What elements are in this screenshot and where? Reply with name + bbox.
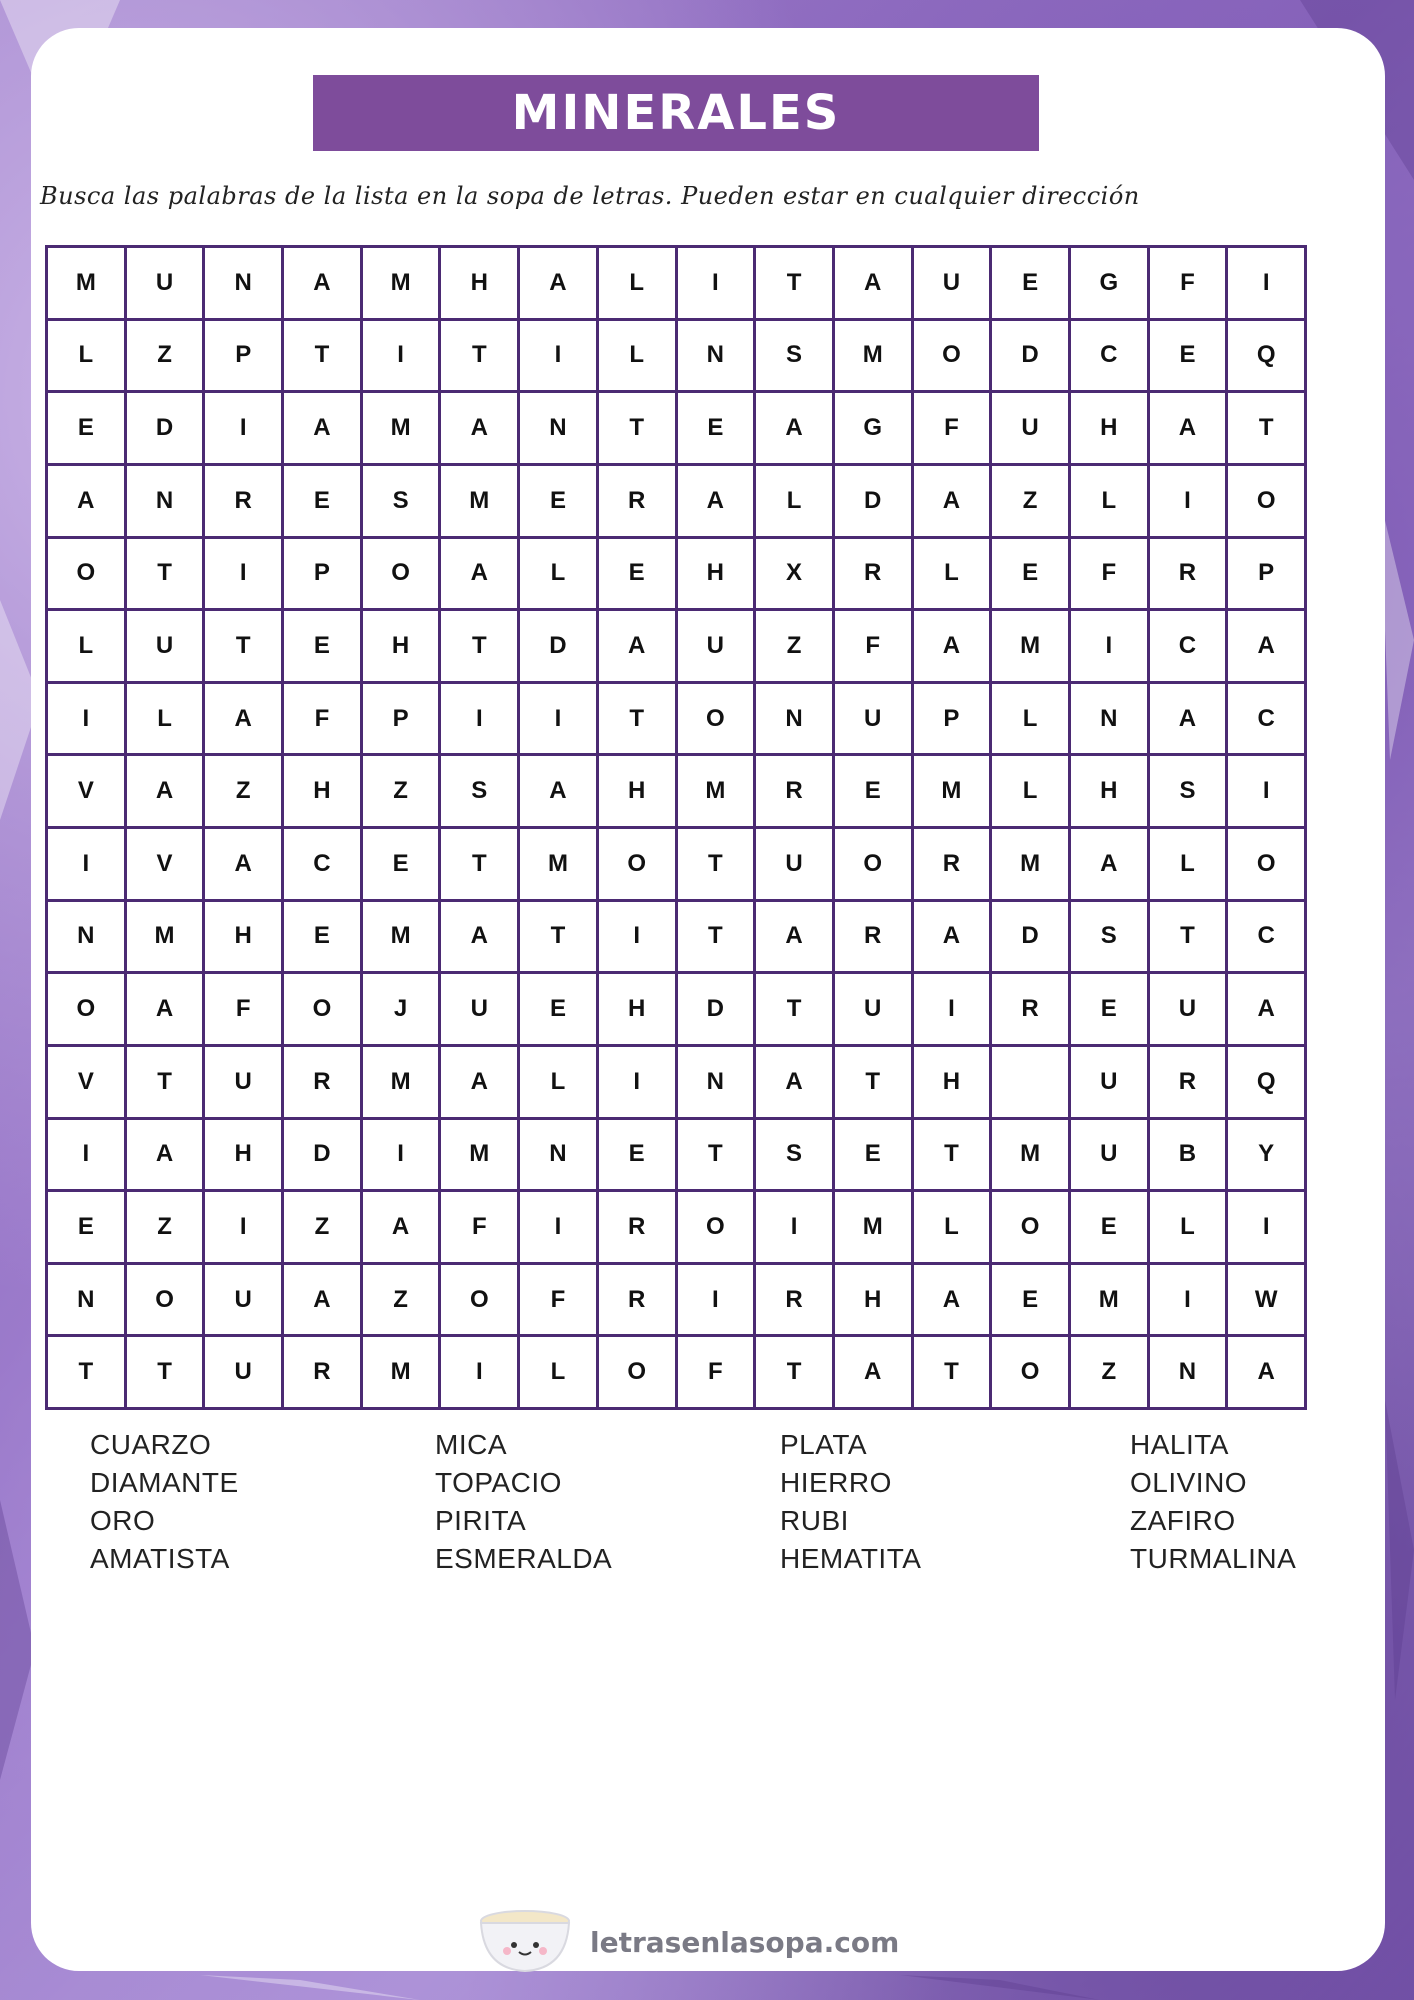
site-name[interactable]: letrasenlasopa.com: [590, 1925, 900, 1959]
grid-cell: T: [599, 684, 675, 754]
grid-cell: N: [520, 393, 596, 463]
grid-cell: N: [1071, 684, 1147, 754]
grid-cell: T: [441, 829, 517, 899]
grid-cell: O: [441, 1265, 517, 1335]
word-item: HALITA: [1130, 1429, 1229, 1460]
word-item: MICA: [435, 1429, 507, 1460]
grid-cell: F: [835, 611, 911, 681]
grid-cell: F: [1071, 539, 1147, 609]
grid-cell: I: [1228, 1192, 1304, 1262]
grid-cell: I: [599, 902, 675, 972]
grid-cell: M: [441, 466, 517, 536]
grid-cell: L: [992, 684, 1068, 754]
grid-cell: Z: [284, 1192, 360, 1262]
grid-cell: I: [363, 1120, 439, 1190]
grid-cell: G: [835, 393, 911, 463]
grid-cell: A: [835, 248, 911, 318]
grid-cell: T: [441, 321, 517, 391]
word-column-3: [780, 1426, 921, 1578]
grid-cell: D: [992, 902, 1068, 972]
grid-cell: A: [284, 1265, 360, 1335]
word-item: ZAFIRO: [1130, 1505, 1236, 1536]
grid-cell: C: [1150, 611, 1226, 681]
grid-cell: L: [599, 321, 675, 391]
grid-cell: I: [48, 829, 124, 899]
grid-cell: L: [48, 611, 124, 681]
grid-cell: O: [992, 1192, 1068, 1262]
grid-cell: [992, 1047, 1068, 1117]
grid-cell: I: [1228, 248, 1304, 318]
grid-cell: C: [1071, 321, 1147, 391]
grid-cell: N: [127, 466, 203, 536]
grid-cell: R: [599, 466, 675, 536]
instructions-text: Busca las palabras de la lista en la sopa de letras. Pueden estar en cualquier dirección: [40, 182, 1140, 210]
word-item: TURMALINA: [1130, 1543, 1297, 1574]
grid-cell: F: [205, 974, 281, 1044]
grid-cell: L: [1071, 466, 1147, 536]
grid-cell: A: [520, 248, 596, 318]
grid-cell: J: [363, 974, 439, 1044]
grid-cell: N: [678, 321, 754, 391]
grid-cell: E: [48, 1192, 124, 1262]
grid-cell: I: [363, 321, 439, 391]
grid-cell: X: [756, 539, 832, 609]
grid-cell: M: [363, 393, 439, 463]
grid-cell: O: [1228, 466, 1304, 536]
grid-cell: T: [48, 1337, 124, 1407]
grid-cell: A: [127, 974, 203, 1044]
grid-cell: T: [835, 1047, 911, 1117]
grid-cell: A: [48, 466, 124, 536]
grid-cell: D: [992, 321, 1068, 391]
grid-cell: Z: [363, 756, 439, 826]
grid-cell: E: [678, 393, 754, 463]
grid-cell: O: [1228, 829, 1304, 899]
grid-cell: M: [520, 829, 596, 899]
grid-cell: T: [756, 974, 832, 1044]
grid-cell: R: [284, 1337, 360, 1407]
grid-cell: Z: [992, 466, 1068, 536]
grid-cell: H: [284, 756, 360, 826]
grid-cell: E: [1071, 1192, 1147, 1262]
grid-cell: D: [520, 611, 596, 681]
grid-cell: F: [284, 684, 360, 754]
grid-cell: R: [835, 902, 911, 972]
grid-cell: T: [127, 1047, 203, 1117]
grid-cell: U: [205, 1047, 281, 1117]
grid-cell: S: [1071, 902, 1147, 972]
grid-cell: A: [835, 1337, 911, 1407]
grid-cell: E: [835, 1120, 911, 1190]
word-item: OLIVINO: [1130, 1467, 1248, 1498]
grid-cell: L: [756, 466, 832, 536]
grid-cell: A: [441, 1047, 517, 1117]
grid-cell: L: [992, 756, 1068, 826]
grid-cell: O: [835, 829, 911, 899]
grid-cell: N: [48, 902, 124, 972]
grid-cell: L: [127, 684, 203, 754]
grid-cell: L: [1150, 1192, 1226, 1262]
grid-cell: A: [599, 611, 675, 681]
grid-cell: A: [1150, 393, 1226, 463]
grid-cell: R: [1150, 1047, 1226, 1117]
grid-cell: I: [441, 1337, 517, 1407]
grid-cell: P: [914, 684, 990, 754]
grid-cell: D: [678, 974, 754, 1044]
grid-cell: C: [284, 829, 360, 899]
grid-cell: D: [835, 466, 911, 536]
grid-cell: I: [914, 974, 990, 1044]
grid-cell: T: [127, 1337, 203, 1407]
grid-cell: A: [1150, 684, 1226, 754]
grid-cell: Z: [756, 611, 832, 681]
grid-cell: R: [914, 829, 990, 899]
grid-cell: M: [363, 248, 439, 318]
grid-cell: E: [1071, 974, 1147, 1044]
grid-cell: H: [441, 248, 517, 318]
grid-cell: T: [599, 393, 675, 463]
grid-cell: M: [363, 1047, 439, 1117]
grid-cell: D: [127, 393, 203, 463]
grid-cell: Q: [1228, 321, 1304, 391]
grid-cell: A: [1228, 611, 1304, 681]
grid-cell: T: [678, 902, 754, 972]
grid-cell: P: [284, 539, 360, 609]
grid-cell: W: [1228, 1265, 1304, 1335]
grid-cell: T: [756, 248, 832, 318]
grid-cell: O: [678, 1192, 754, 1262]
grid-cell: Z: [127, 321, 203, 391]
grid-cell: E: [48, 393, 124, 463]
word-list: [60, 1426, 1340, 1586]
grid-cell: M: [363, 1337, 439, 1407]
grid-cell: E: [520, 466, 596, 536]
grid-cell: I: [205, 1192, 281, 1262]
grid-cell: U: [835, 974, 911, 1044]
grid-cell: A: [205, 684, 281, 754]
grid-cell: I: [1071, 611, 1147, 681]
grid-cell: T: [678, 829, 754, 899]
grid-cell: T: [1228, 393, 1304, 463]
grid-cell: M: [48, 248, 124, 318]
grid-cell: N: [48, 1265, 124, 1335]
grid-cell: I: [441, 684, 517, 754]
grid-cell: I: [599, 1047, 675, 1117]
grid-cell: F: [520, 1265, 596, 1335]
grid-cell: C: [1228, 684, 1304, 754]
grid-cell: P: [363, 684, 439, 754]
grid-cell: A: [756, 1047, 832, 1117]
page-title: MINERALES: [511, 85, 841, 141]
grid-cell: A: [1071, 829, 1147, 899]
grid-cell: H: [363, 611, 439, 681]
grid-cell: E: [599, 539, 675, 609]
word-item: PIRITA: [435, 1505, 527, 1536]
grid-cell: S: [756, 1120, 832, 1190]
grid-cell: A: [205, 829, 281, 899]
grid-cell: N: [1150, 1337, 1226, 1407]
grid-cell: E: [992, 248, 1068, 318]
letter-grid: [45, 245, 1307, 1410]
grid-cell: O: [127, 1265, 203, 1335]
word-item: CUARZO: [90, 1429, 212, 1460]
word-item: HIERRO: [780, 1467, 892, 1498]
grid-cell: E: [284, 611, 360, 681]
grid-cell: H: [835, 1265, 911, 1335]
grid-cell: O: [48, 974, 124, 1044]
grid-cell: A: [284, 248, 360, 318]
grid-cell: U: [835, 684, 911, 754]
grid-cell: U: [205, 1265, 281, 1335]
grid-cell: M: [992, 829, 1068, 899]
grid-cell: A: [284, 393, 360, 463]
grid-cell: R: [756, 1265, 832, 1335]
grid-cell: R: [599, 1265, 675, 1335]
grid-cell: I: [1228, 756, 1304, 826]
grid-cell: L: [1150, 829, 1226, 899]
footer-branding: [470, 1912, 899, 1972]
grid-cell: A: [441, 393, 517, 463]
grid-cell: A: [127, 756, 203, 826]
grid-cell: L: [520, 1047, 596, 1117]
grid-cell: A: [914, 1265, 990, 1335]
grid-cell: L: [520, 1337, 596, 1407]
grid-cell: I: [520, 321, 596, 391]
grid-cell: T: [441, 611, 517, 681]
grid-cell: F: [441, 1192, 517, 1262]
grid-cell: E: [520, 974, 596, 1044]
grid-cell: E: [992, 1265, 1068, 1335]
word-column-2: [435, 1426, 612, 1578]
grid-cell: A: [756, 902, 832, 972]
grid-cell: U: [756, 829, 832, 899]
grid-cell: O: [284, 974, 360, 1044]
grid-cell: E: [599, 1120, 675, 1190]
grid-cell: M: [992, 611, 1068, 681]
grid-cell: U: [127, 611, 203, 681]
grid-cell: O: [678, 684, 754, 754]
grid-cell: R: [835, 539, 911, 609]
grid-cell: T: [914, 1337, 990, 1407]
grid-cell: R: [992, 974, 1068, 1044]
word-column-1: [90, 1426, 239, 1578]
grid-cell: U: [127, 248, 203, 318]
grid-cell: I: [520, 1192, 596, 1262]
grid-cell: Q: [1228, 1047, 1304, 1117]
grid-cell: Z: [127, 1192, 203, 1262]
grid-cell: I: [48, 684, 124, 754]
word-column-4: [1130, 1426, 1296, 1578]
grid-cell: E: [284, 902, 360, 972]
grid-cell: F: [1150, 248, 1226, 318]
word-item: DIAMANTE: [90, 1467, 239, 1498]
grid-cell: O: [599, 1337, 675, 1407]
grid-cell: Z: [1071, 1337, 1147, 1407]
grid-cell: H: [1071, 756, 1147, 826]
grid-cell: N: [205, 248, 281, 318]
word-item: ORO: [90, 1505, 156, 1536]
grid-cell: T: [284, 321, 360, 391]
grid-cell: I: [756, 1192, 832, 1262]
grid-cell: H: [205, 1120, 281, 1190]
grid-cell: R: [599, 1192, 675, 1262]
grid-cell: A: [914, 902, 990, 972]
grid-cell: E: [363, 829, 439, 899]
grid-cell: Z: [363, 1265, 439, 1335]
grid-cell: L: [599, 248, 675, 318]
grid-cell: A: [127, 1120, 203, 1190]
grid-cell: U: [992, 393, 1068, 463]
grid-cell: T: [678, 1120, 754, 1190]
grid-cell: I: [520, 684, 596, 754]
grid-cell: U: [914, 248, 990, 318]
grid-cell: M: [127, 902, 203, 972]
grid-cell: A: [1228, 1337, 1304, 1407]
grid-cell: U: [441, 974, 517, 1044]
grid-cell: I: [678, 248, 754, 318]
word-item: RUBI: [780, 1505, 849, 1536]
grid-cell: L: [48, 321, 124, 391]
grid-cell: V: [48, 756, 124, 826]
grid-cell: E: [992, 539, 1068, 609]
grid-cell: S: [363, 466, 439, 536]
grid-cell: R: [756, 756, 832, 826]
grid-cell: M: [441, 1120, 517, 1190]
grid-cell: E: [284, 466, 360, 536]
grid-cell: R: [205, 466, 281, 536]
grid-cell: B: [1150, 1120, 1226, 1190]
grid-cell: M: [992, 1120, 1068, 1190]
grid-cell: V: [127, 829, 203, 899]
grid-cell: T: [520, 902, 596, 972]
grid-cell: U: [1071, 1120, 1147, 1190]
grid-cell: A: [756, 393, 832, 463]
grid-cell: A: [1228, 974, 1304, 1044]
grid-cell: P: [1228, 539, 1304, 609]
grid-cell: M: [678, 756, 754, 826]
grid-cell: S: [1150, 756, 1226, 826]
grid-cell: I: [205, 539, 281, 609]
grid-cell: R: [1150, 539, 1226, 609]
grid-cell: V: [48, 1047, 124, 1117]
grid-cell: H: [599, 756, 675, 826]
grid-cell: T: [756, 1337, 832, 1407]
grid-cell: O: [48, 539, 124, 609]
grid-cell: M: [835, 321, 911, 391]
grid-cell: I: [1150, 466, 1226, 536]
grid-cell: F: [678, 1337, 754, 1407]
grid-cell: Z: [205, 756, 281, 826]
grid-cell: O: [914, 321, 990, 391]
grid-cell: N: [678, 1047, 754, 1117]
grid-cell: Y: [1228, 1120, 1304, 1190]
grid-cell: L: [914, 539, 990, 609]
grid-cell: A: [914, 611, 990, 681]
grid-cell: S: [756, 321, 832, 391]
grid-cell: T: [127, 539, 203, 609]
grid-cell: O: [599, 829, 675, 899]
grid-cell: A: [520, 756, 596, 826]
grid-cell: M: [1071, 1265, 1147, 1335]
word-item: TOPACIO: [435, 1467, 562, 1498]
grid-cell: L: [914, 1192, 990, 1262]
grid-cell: T: [914, 1120, 990, 1190]
grid-cell: H: [599, 974, 675, 1044]
word-item: ESMERALDA: [435, 1543, 613, 1574]
grid-cell: T: [205, 611, 281, 681]
grid-cell: D: [284, 1120, 360, 1190]
grid-cell: O: [992, 1337, 1068, 1407]
grid-cell: M: [363, 902, 439, 972]
grid-cell: I: [1150, 1265, 1226, 1335]
grid-cell: A: [441, 539, 517, 609]
grid-cell: O: [363, 539, 439, 609]
word-item: AMATISTA: [90, 1543, 230, 1574]
grid-cell: T: [1150, 902, 1226, 972]
grid-cell: H: [678, 539, 754, 609]
grid-cell: E: [835, 756, 911, 826]
grid-cell: A: [441, 902, 517, 972]
grid-cell: H: [914, 1047, 990, 1117]
grid-cell: A: [363, 1192, 439, 1262]
word-item: HEMATITA: [780, 1543, 922, 1574]
grid-cell: H: [1071, 393, 1147, 463]
grid-cell: R: [284, 1047, 360, 1117]
grid-cell: L: [520, 539, 596, 609]
grid-cell: P: [205, 321, 281, 391]
grid-cell: N: [520, 1120, 596, 1190]
grid-cell: I: [678, 1265, 754, 1335]
grid-cell: S: [441, 756, 517, 826]
grid-cell: U: [678, 611, 754, 681]
grid-cell: A: [914, 466, 990, 536]
grid-cell: I: [205, 393, 281, 463]
word-item: PLATA: [780, 1429, 868, 1460]
grid-cell: C: [1228, 902, 1304, 972]
grid-cell: M: [835, 1192, 911, 1262]
grid-cell: E: [1150, 321, 1226, 391]
grid-cell: M: [914, 756, 990, 826]
grid-cell: G: [1071, 248, 1147, 318]
grid-cell: U: [1071, 1047, 1147, 1117]
grid-cell: U: [1150, 974, 1226, 1044]
grid-cell: I: [48, 1120, 124, 1190]
grid-cell: A: [678, 466, 754, 536]
grid-cell: H: [205, 902, 281, 972]
title-banner: [313, 75, 1039, 151]
grid-cell: U: [205, 1337, 281, 1407]
bowl-mascot-icon: [470, 1907, 580, 1977]
grid-cell: F: [914, 393, 990, 463]
grid-cell: N: [756, 684, 832, 754]
